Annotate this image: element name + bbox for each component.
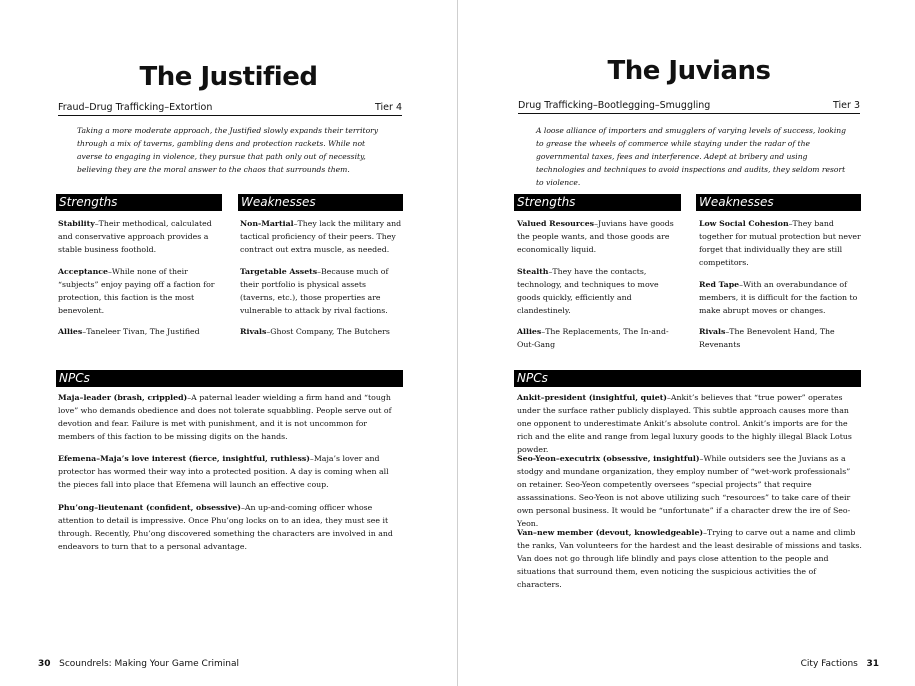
faction-activities: Drug Trafficking–Bootlegging–Smuggling xyxy=(518,100,711,111)
strength-text: –Juvians have goods the people wants, and those goods are economically liquid. xyxy=(517,219,674,254)
npc-entry xyxy=(58,501,403,553)
rivals-entry xyxy=(699,325,863,351)
npc-name: Van–new member (devout, knowledgeable) xyxy=(517,528,704,537)
weakness-name: Red Tape xyxy=(699,280,740,289)
page-title: The Justified xyxy=(139,62,318,92)
npc-name: Maja–leader (brash, crippled) xyxy=(58,393,188,402)
faction-subheader xyxy=(518,100,860,114)
npc-name: Ankit–president (insightful, quiet) xyxy=(517,393,667,402)
strength-entry xyxy=(517,265,677,317)
allies-label: Allies xyxy=(517,327,542,336)
npc-entry xyxy=(517,391,862,456)
allies-text: –Taneleer Tivan, The Justified xyxy=(82,327,200,336)
strength-entry xyxy=(58,217,218,256)
npc-entry xyxy=(58,452,403,491)
strengths-heading: Strengths xyxy=(514,194,681,211)
allies-label: Allies xyxy=(58,327,83,336)
weakness-name: Non-Martial xyxy=(240,219,294,228)
strength-text: –Their methodical, calculated and conservative approach provides a stable business foothold. xyxy=(58,219,212,254)
npc-entry xyxy=(58,391,403,443)
page-title: The Juvians xyxy=(607,56,771,86)
faction-subheader xyxy=(58,102,402,116)
rivals-text: –The Benevolent Hand, The Revenants xyxy=(699,327,835,349)
strength-name: Valued Resources xyxy=(517,219,595,228)
chapter-title: City Factions xyxy=(800,659,858,669)
weakness-text: –With an overabundance of members, it is difficult for the faction to make abrupt moves or changes. xyxy=(699,280,858,315)
npcs-heading: NPCs xyxy=(56,370,403,387)
npc-text: –A paternal leader wielding a firm hand and “tough love” who demands obedience and does not tolerate squabbling. People serve out of devotion and fear. Failure is met with punishment, and it is not uncommon for members of this faction to be missing digits on the hands. xyxy=(58,393,392,441)
weakness-name: Targetable Assets xyxy=(240,267,318,276)
faction-activities: Fraud–Drug Trafficking–Extortion xyxy=(58,102,213,113)
weakness-text: –They lack the military and tactical proficiency of their peers. They contract out extra muscle, as needed. xyxy=(240,219,402,254)
npc-name: Phu’ong–lieutenant (confident, obsessive) xyxy=(58,503,241,512)
allies-entry xyxy=(517,325,677,351)
npc-text: –While outsiders see the Juvians as a stodgy and mundane organization, they employ number of “wet-work professionals” on retainer. Seo-Yeon competently oversees “special projects” that require assassinations. Seo-Yeon is not above utilizing such “resources” to take care of their own personal business. It would be “unfortunate” if a character drew the ire of Seo-Yeon. xyxy=(517,454,851,528)
strength-text: –While none of their “subjects” enjoy paying off a faction for protection, this faction is the most benevolent. xyxy=(58,267,215,315)
strength-entry xyxy=(58,265,218,317)
book-title: Scoundrels: Making Your Game Criminal xyxy=(59,659,240,669)
weakness-entry xyxy=(699,278,863,317)
npc-text: –Maja’s lover and protector has wormed their way into a protected position. A day is coming when all the pieces fall into place that Efemena will launch an effective coup. xyxy=(58,454,389,489)
faction-intro: A loose alliance of importers and smugglers of varying levels of success, looking to grease the wheels of commerce while staying under the radar of the governmental taxes, fees and interference. Adept at bribery and using technologies and techniques to avoid inspections and audits, they seldom resort to violence. xyxy=(536,126,847,187)
page-footer xyxy=(801,659,879,669)
rivals-label: Rivals xyxy=(240,327,267,336)
weakness-name: Low Social Cohesion xyxy=(699,219,789,228)
right-page xyxy=(458,0,915,686)
strength-name: Stealth xyxy=(517,267,549,276)
faction-tier: Tier 3 xyxy=(833,100,860,111)
rivals-label: Rivals xyxy=(699,327,726,336)
allies-entry xyxy=(58,325,218,338)
rivals-entry xyxy=(240,325,403,338)
rivals-text: –Ghost Company, The Butchers xyxy=(266,327,390,336)
npc-text: –Ankit’s believes that “true power” operates under the surface rather publicly displayed. This subtle approach causes more than one opponent to underestimate Ankit’s absolute control. Ankit’s imports are for the rich and the elite and range from legal luxury goods to the highly illegal Black Lotus powder. xyxy=(517,393,852,454)
page-footer xyxy=(38,659,239,669)
weaknesses-heading: Weaknesses xyxy=(696,194,861,211)
allies-text: –The Replacements, The In-and-Out-Gang xyxy=(517,327,669,349)
page-number: 30 xyxy=(38,659,51,669)
npcs-heading: NPCs xyxy=(514,370,861,387)
strength-text: –They have the contacts, technology, and techniques to move goods quickly, efficiently and clandestinely. xyxy=(517,267,659,315)
npc-entry xyxy=(517,526,862,591)
weakness-entry xyxy=(240,217,403,256)
weaknesses-heading: Weaknesses xyxy=(238,194,403,211)
strength-name: Acceptance xyxy=(58,267,108,276)
faction-tier: Tier 4 xyxy=(375,102,402,113)
weakness-text: –Because much of their portfolio is physical assets (taverns, etc.), those properties are vulnerable to attack by rival factions. xyxy=(240,267,389,315)
npc-name: Seo-Yeon–executrix (obsessive, insightful) xyxy=(517,454,700,463)
strength-entry xyxy=(517,217,681,256)
weakness-text: –They band together for mutual protection but never forget that individually they are still competitors. xyxy=(699,219,861,267)
npc-entry xyxy=(517,452,862,530)
npc-name: Efemena–Maja’s love interest (fierce, insightful, ruthless) xyxy=(58,454,310,463)
faction-intro: Taking a more moderate approach, the Justified slowly expands their territory through a mix of taverns, gambling dens and protection rackets. While not averse to engaging in violence, they pursue that path only out of necessity, believing they are the moral answer to the chaos that surrounds them. xyxy=(77,126,379,174)
strengths-heading: Strengths xyxy=(56,194,222,211)
weakness-entry xyxy=(240,265,403,317)
npc-text: –Trying to carve out a name and climb the ranks, Van volunteers for the hardest and the least desirable of missions and tasks. Van does not go through life blindly and pays close attention to the people and situations that surround them, even noticing the suspicious activities the of characters. xyxy=(517,528,862,589)
weakness-entry xyxy=(699,217,863,269)
strength-name: Stability xyxy=(58,219,95,228)
npc-text: –An up-and-coming officer whose attention to detail is impressive. Once Phu’ong locks on to an idea, they must see it through. Recently, Phu’ong discovered something the characters are involved in and endeavors to turn that to a personal advantage. xyxy=(58,503,393,551)
left-page xyxy=(0,0,457,686)
page-number: 31 xyxy=(866,659,879,669)
